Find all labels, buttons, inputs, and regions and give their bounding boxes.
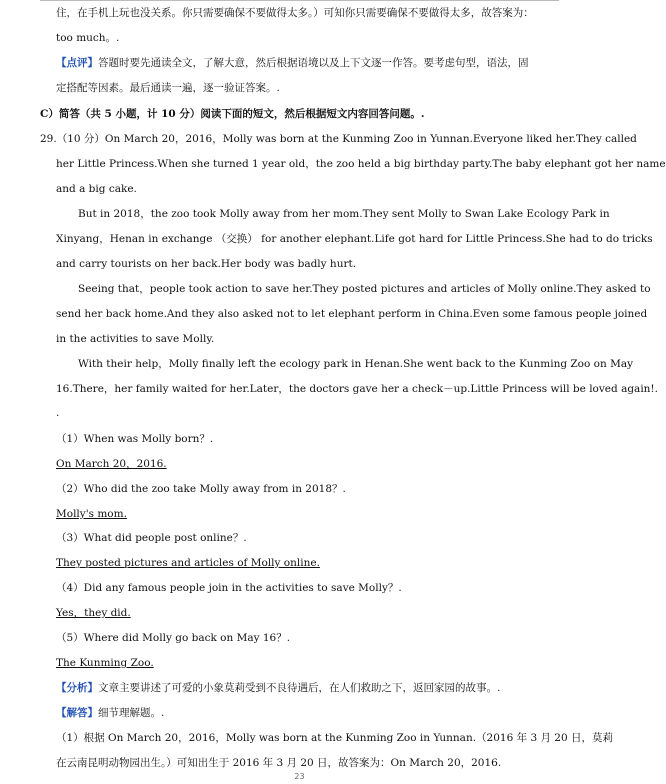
question-1: （1）When was Molly born？. (56, 433, 214, 445)
answer-3: They posted pictures and articles of Molly online. (56, 557, 320, 569)
comment-tag: 【点评】 (56, 57, 98, 69)
question-5: （5）Where did Molly go back on May 16？. (56, 632, 291, 644)
solution-text: 细节理解题。. (98, 707, 165, 719)
text-line: too much。. (56, 32, 120, 44)
text-line: 住，在手机上玩也没关系。你只需要确保不要做得太多。）可知你只需要确保不要做得太多，故答案为： (56, 7, 534, 19)
analysis-text: 文章主要讲述了可爱的小象莫莉受到不良待遇后，在人们救助之下，返回家园的故事。. (98, 682, 501, 694)
analysis-tag: 【分析】 (56, 682, 98, 694)
passage-line: With their help，Molly finally left the ecology park in Henan.She went back to the Kunming Zoo on May (78, 358, 634, 370)
answer-4: Yes，they did. (56, 607, 131, 619)
top-divider (40, 0, 559, 1)
answer-5: The Kunming Zoo. (56, 657, 154, 669)
passage-line: But in 2018，the zoo took Molly away from her mom.They sent Molly to Swan Lake Ecology Park in (78, 208, 610, 220)
analysis-line (56, 681, 571, 695)
question-2: （2）Who did the zoo take Molly away from in 2018？. (56, 483, 346, 495)
answer-1: On March 20，2016. (56, 458, 167, 470)
passage-line: send her back home.And they also asked not to let elephant perform in China.Even some famous people joined (56, 308, 648, 320)
solution-tag: 【解答】 (56, 707, 98, 719)
passage-line: in the activities to save Molly. (56, 333, 215, 345)
solution-line (56, 706, 571, 720)
text-line: 定搭配等因素。最后通读一遍，逐一验证答案。. (56, 82, 280, 94)
page-number: 23 (294, 772, 305, 781)
passage-line: 16.There，her family waited for her.Later，the doctors gave her a check－up.Little Princess will be loved again!. (56, 383, 658, 395)
blank-line: . (56, 407, 60, 419)
question-3: （3）What did people post online？. (56, 532, 247, 544)
comment-line (56, 56, 571, 70)
answer-2: Molly's mom. (56, 508, 127, 520)
question-4: （4）Did any famous people join in the activities to save Molly？. (56, 582, 402, 594)
passage-line: Xinyang，Henan in exchange （交换） for another elephant.Life got hard for Little Princess.She had to do tricks (56, 233, 653, 245)
passage-line: Seeing that，people took action to save her.They posted pictures and articles of Molly online.They asked to (78, 283, 651, 295)
passage-line: and a big cake. (56, 183, 137, 195)
comment-text: 答题时要先通读全文，了解大意，然后根据语境以及上下文逐一作答。要考虑句型，语法，固 (98, 57, 529, 69)
solution-detail: 在云南昆明动物园出生。）可知出生于 2016 年 3 月 20 日，故答案为：On March 20，2016. (56, 757, 502, 769)
section-heading: C）简答（共 5 小题，计 10 分）阅读下面的短文，然后根据短文内容回答问题。. (40, 108, 425, 120)
solution-detail: （1）根据 On March 20，2016，Molly was born at the Kunming Zoo in Yunnan.（2016 年 3 月 20 日，莫莉 (56, 732, 613, 744)
passage-line: and carry tourists on her back.Her body was badly hurt. (56, 258, 357, 270)
passage-line: 29.（10 分）On March 20，2016，Molly was born at the Kunming Zoo in Yunnan.Everyone liked her.They called (40, 133, 637, 145)
passage-line: her Little Princess.When she turned 1 year old，the zoo held a big birthday party.The baby elephant got her name (56, 158, 666, 170)
